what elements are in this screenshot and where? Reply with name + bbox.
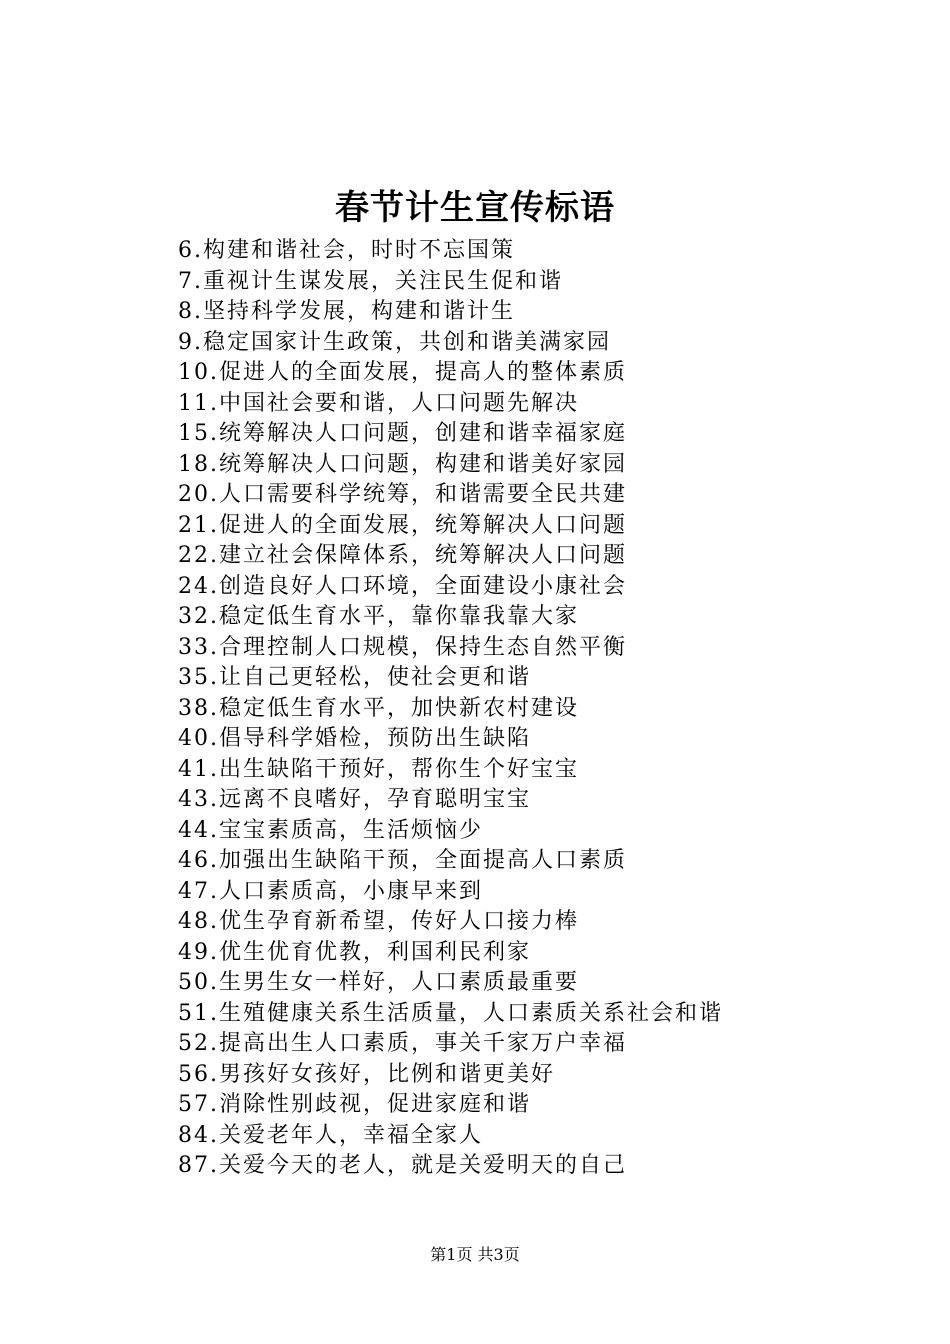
slogan-item: 51.生殖健康关系生活质量，人口素质关系社会和谐 xyxy=(178,1000,723,1026)
slogan-item: 8.坚持科学发展，构建和谐计生 xyxy=(178,299,515,324)
slogan-item: 21.促进人的全面发展，统筹解决人口问题 xyxy=(178,512,627,538)
slogan-list xyxy=(178,236,723,1182)
slogan-item: 38.稳定低生育水平，加快新农村建设 xyxy=(178,695,579,721)
slogan-item: 44.宝宝素质高，生活烦恼少 xyxy=(178,817,483,843)
slogan-item: 6.构建和谐社会，时时不忘国策 xyxy=(178,238,515,263)
slogan-item: 10.促进人的全面发展，提高人的整体素质 xyxy=(178,360,627,385)
slogan-item: 87.关爱今天的老人，就是关爱明天的自己 xyxy=(178,1153,627,1178)
slogan-item: 33.合理控制人口规模，保持生态自然平衡 xyxy=(178,634,627,660)
slogan-item: 11.中国社会要和谐，人口问题先解决 xyxy=(178,390,579,416)
slogan-item: 15.统筹解决人口问题，创建和谐幸福家庭 xyxy=(178,421,627,446)
slogan-item: 22.建立社会保障体系，统筹解决人口问题 xyxy=(178,543,627,568)
slogan-item: 7.重视计生谋发展，关注民生促和谐 xyxy=(178,268,563,294)
slogan-item: 50.生男生女一样好，人口素质最重要 xyxy=(178,970,579,995)
slogan-item: 48.优生孕育新希望，传好人口接力棒 xyxy=(178,909,579,934)
slogan-item: 35.让自己更轻松，使社会更和谐 xyxy=(178,665,531,690)
slogan-item: 47.人口素质高，小康早来到 xyxy=(178,878,483,904)
slogan-item: 52.提高出生人口素质，事关千家万户幸福 xyxy=(178,1031,627,1056)
slogan-item: 56.男孩好女孩好，比例和谐更美好 xyxy=(178,1061,555,1087)
slogan-item: 49.优生优育优教，利国利民利家 xyxy=(178,939,531,965)
slogan-item: 20.人口需要科学统筹，和谐需要全民共建 xyxy=(178,482,627,507)
slogan-item: 41.出生缺陷干预好，帮你生个好宝宝 xyxy=(178,756,579,782)
slogan-item: 32.稳定低生育水平，靠你靠我靠大家 xyxy=(178,604,579,629)
slogan-item: 40.倡导科学婚检，预防出生缺陷 xyxy=(178,726,531,751)
slogan-item: 84.关爱老年人，幸福全家人 xyxy=(178,1122,483,1148)
page-footer: 第1页 共3页 xyxy=(430,1245,520,1264)
slogan-item: 24.创造良好人口环境，全面建设小康社会 xyxy=(178,573,627,599)
slogan-item: 18.统筹解决人口问题，构建和谐美好家园 xyxy=(178,451,627,477)
slogan-item: 57.消除性别歧视，促进家庭和谐 xyxy=(178,1092,531,1117)
slogan-item: 43.远离不良嗜好，孕育聪明宝宝 xyxy=(178,787,531,812)
slogan-item: 9.稳定国家计生政策，共创和谐美满家园 xyxy=(178,329,611,355)
slogan-item: 46.加强出生缺陷干预，全面提高人口素质 xyxy=(178,848,627,873)
document-title: 春节计生宣传标语 xyxy=(335,188,615,228)
